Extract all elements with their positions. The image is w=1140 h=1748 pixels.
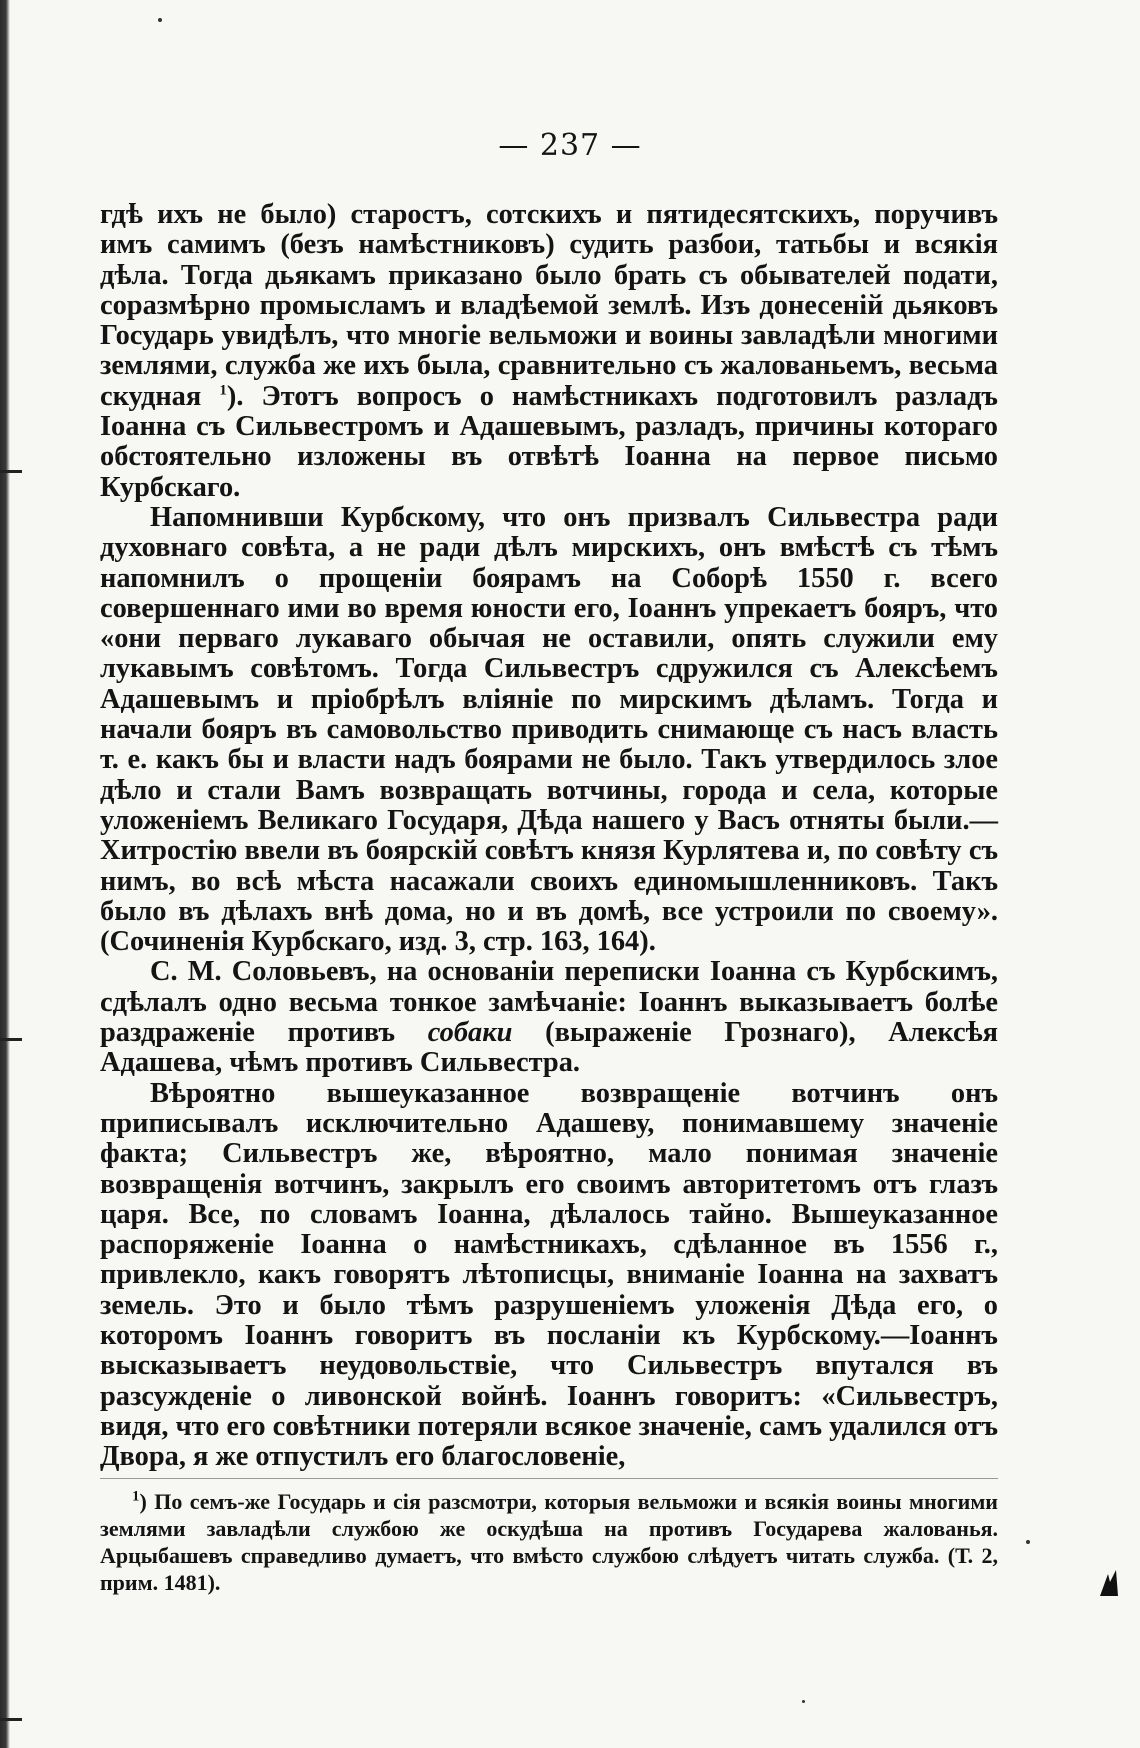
paragraph-3 — [100, 957, 998, 1078]
edge-mark — [0, 1038, 22, 1041]
emphasis-word: собаки — [427, 1017, 513, 1049]
page-number: — 237 — — [498, 128, 642, 163]
paragraph-4: Вѣроятно вышеуказанное возвращеніе вотчинъ онъ приписывалъ исключительно Адашеву, понимавшему значеніе факта; Сильвестръ же, вѣроятно, мало понимая значеніе возвращенія вотчинъ, закрылъ его своимъ авторитетомъ отъ глазъ царя. Все, по словамъ Іоанна, дѣлалось тайно. Вышеуказанное распоряженіе Іоанна о намѣстникахъ, сдѣланное въ 1556 г., привлекло, какъ говорятъ лѣтописцы, вниманіе Іоанна на захватъ земель. Это и было тѣмъ разрушеніемъ уложенія Дѣда его, о которомъ Іоаннъ говоритъ въ посланіи къ Курбскому.—Іоаннъ высказываетъ неудовольствіе, что Сильвестръ впутался въ разсужденіе о ливонской войнѣ. Іоаннъ говоритъ: «Сильвестръ, видя, что его совѣтники потеряли всякое значеніе, самъ удалился отъ Двора, я же отпустилъ его благословеніе, — [100, 1077, 998, 1473]
paragraph-3-start: С. М. Соловьевъ, на основаніи переписки Іоанна съ Курбскимъ, сдѣлалъ одно весьма тонкое замѣчаніе: Іоаннъ выказываетъ болѣе раздраженіе противъ — [100, 956, 998, 1049]
print-speck — [802, 1700, 805, 1703]
footnote — [100, 1488, 998, 1596]
footnote-mark: 1 — [132, 1488, 140, 1505]
paragraph-1-end: ). Этотъ вопросъ о намѣстникахъ подготовилъ разладъ Іоанна съ Сильвестромъ и Адашевымъ, разладъ, причины котораго обстоятельно изложены въ отвѣтѣ Іоанна на первое письмо Курбскаго. — [100, 380, 998, 503]
paragraph-3-end: (выраженіе Грознаго), Алексѣя Адашева, чѣмъ противъ Сильвестра. — [100, 1017, 998, 1079]
page-binding-edge — [0, 0, 10, 1748]
footnote-divider — [100, 1478, 998, 1479]
main-text — [100, 200, 998, 1472]
print-speck — [158, 18, 162, 22]
footnote-ref: 1 — [219, 382, 227, 399]
edge-mark — [0, 1718, 22, 1721]
ink-blot-icon — [1098, 1568, 1120, 1598]
paragraph-1 — [100, 200, 998, 503]
paragraph-2: Напомнивши Курбскому, что онъ призвалъ Сильвестра ради духовнаго совѣта, а не ради дѣлъ мирскихъ, онъ вмѣстѣ съ тѣмъ напомнилъ о прощеніи боярамъ на Соборѣ 1550 г. всего совершеннаго ими во время юности его, Іоаннъ упрекаетъ бояръ, что «они перваго лукаваго обычая не оставили, опять служили ему лукавымъ совѣтомъ. Тогда Сильвестръ сдружился съ Алексѣемъ Адашевымъ и пріобрѣлъ вліяніе по мирскимъ дѣламъ. Тогда и начали бояръ въ самовольство приводить снимающе съ насъ власть т. е. какъ бы и власти надъ боярами не было. Такъ утвердилось злое дѣло и стали Вамъ возвращать вотчины, города и села, которые уложеніемъ Великаго Государя, Дѣда нашего у Васъ отняты были.—Хитростію ввели въ боярскій совѣтъ князя Курлятева и, по совѣту съ нимъ, во всѣ мѣста насажали своихъ единомышленниковъ. Такъ было въ дѣлахъ внѣ дома, но и въ домѣ, все устроили по своему». (Сочиненія Курбскаго, изд. 3, стр. 163, 164). — [100, 501, 998, 958]
footnote-text: ) По семъ-же Государь и сія разсмотри, которыя вельможи и всякія воины многими землями завладѣли службою же оскудѣша на противъ Государева жалованья. Арцыбашевъ справедливо думаетъ, что вмѣсто службою слѣдуетъ читать служба. (Т. 2, прим. 1481). — [100, 1489, 998, 1595]
edge-mark — [0, 470, 22, 473]
paragraph-1-text: гдѣ ихъ не было) старостъ, сотскихъ и пятидесятскихъ, поручивъ имъ самимъ (безъ намѣстниковъ) судить разбои, татьбы и всякія дѣла. Тогда дьякамъ приказано было брать съ обывателей подати, соразмѣрно промысламъ и владѣемой землѣ. Изъ донесеній дьяковъ Государь увидѣлъ, что многіе вельможи и воины завладѣли многими землями, служба же ихъ была, сравнительно съ жалованьемъ, весьма скудная — [100, 199, 998, 412]
print-speck — [1026, 1540, 1030, 1544]
